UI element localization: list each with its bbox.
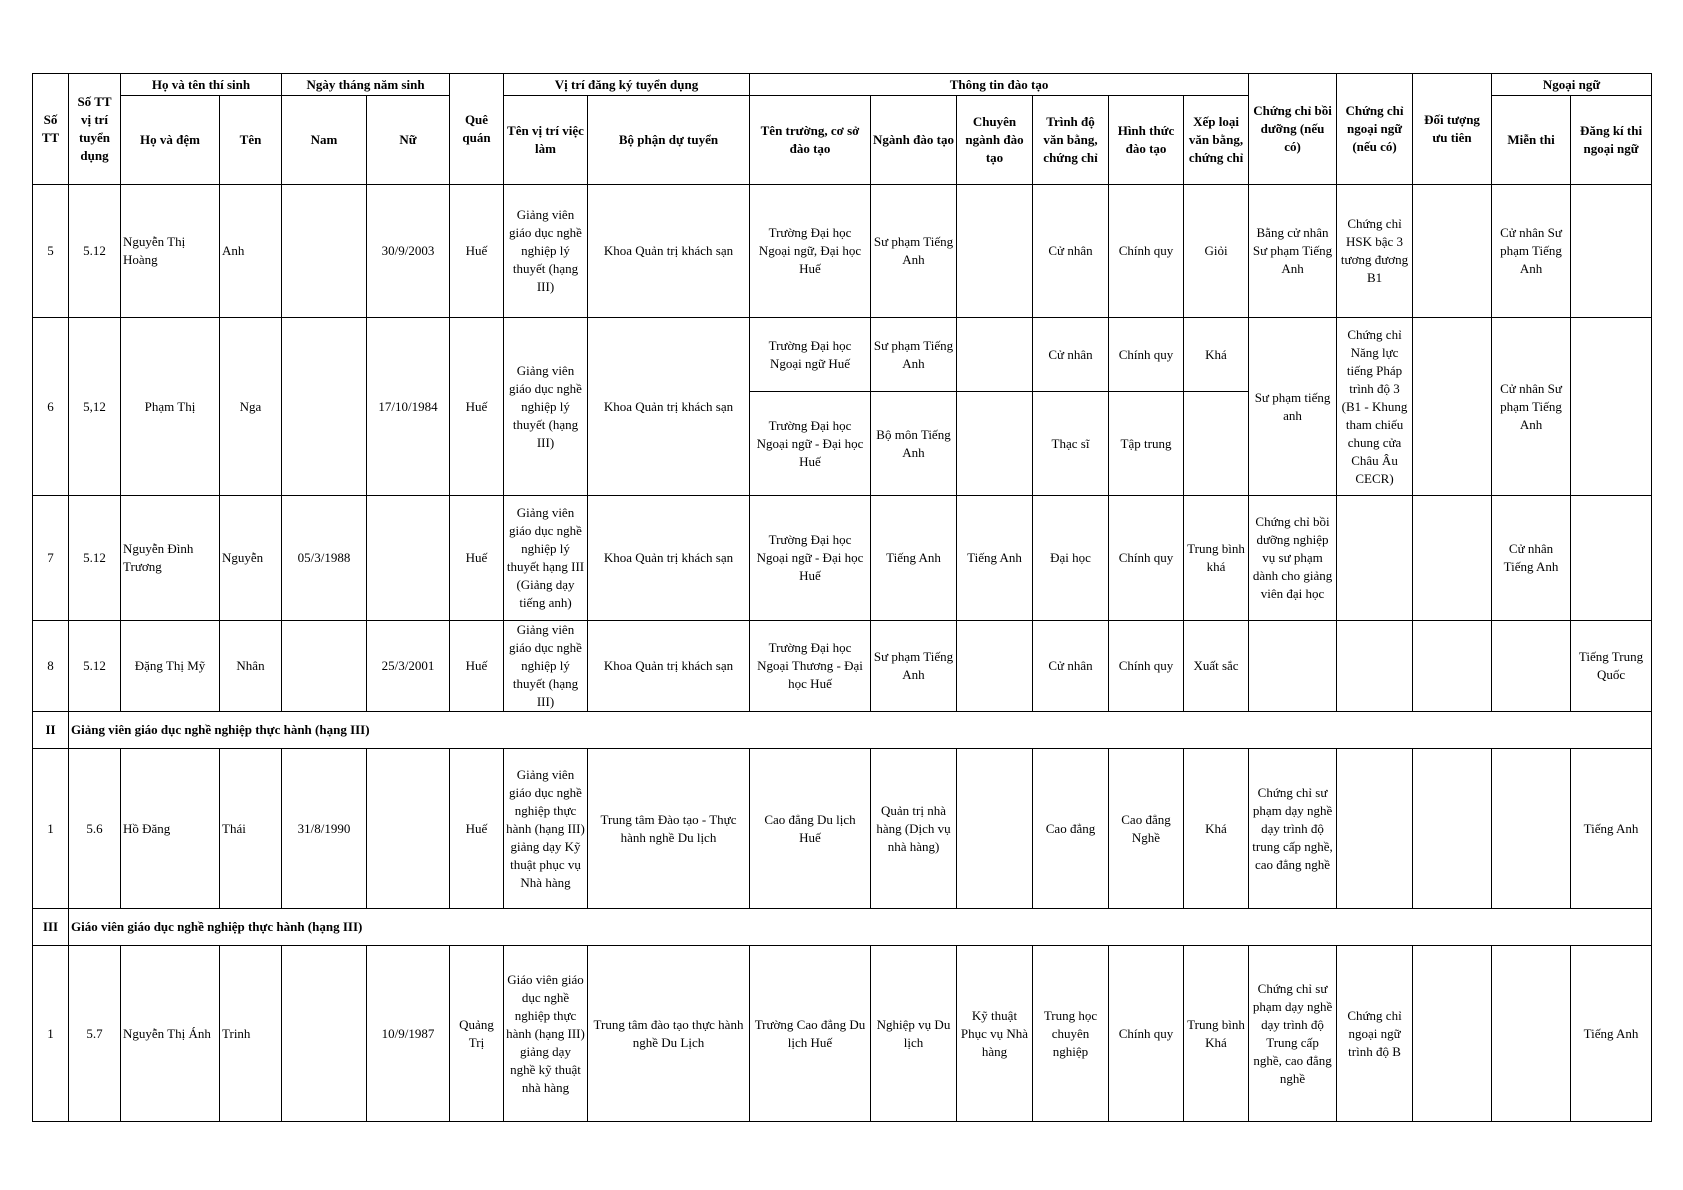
cell-nganh: Sư phạm Tiếng Anh bbox=[871, 318, 957, 392]
cell-doituong bbox=[1413, 185, 1492, 318]
cell-dangki bbox=[1571, 185, 1652, 318]
cell-boiduong: Chứng chỉ sư phạm dạy nghề dạy trình độ Trung cấp nghề, cao đẳng nghề bbox=[1249, 946, 1337, 1122]
cell-dangki bbox=[1571, 318, 1652, 496]
cell-stt: 7 bbox=[33, 496, 69, 621]
cell-ten: Nga bbox=[220, 318, 282, 496]
cell-nganh: Quản trị nhà hàng (Dịch vụ nhà hàng) bbox=[871, 749, 957, 909]
cell-trinhdo: Cao đẳng bbox=[1033, 749, 1109, 909]
cell-trinhdo: Trung học chuyên nghiệp bbox=[1033, 946, 1109, 1122]
header-dangki: Đăng kí thi ngoại ngữ bbox=[1571, 96, 1652, 185]
header-hoten-group: Họ và tên thí sinh bbox=[121, 74, 282, 96]
table-header bbox=[33, 74, 1652, 185]
cell-mienthi: Cử nhân Tiếng Anh bbox=[1492, 496, 1571, 621]
section-title: Giảng viên giáo dục nghề nghiệp thực hành (hạng III) bbox=[69, 712, 1652, 749]
cell-nam bbox=[282, 185, 367, 318]
cell-boiduong bbox=[1249, 621, 1337, 712]
cell-que: Huế bbox=[450, 749, 504, 909]
cell-truong: Trường Đại học Ngoại ngữ, Đại học Huế bbox=[750, 185, 871, 318]
cell-xeploai: Giỏi bbox=[1184, 185, 1249, 318]
cell-nam bbox=[282, 946, 367, 1122]
cell-nu: 17/10/1984 bbox=[367, 318, 450, 496]
cell-que: Huế bbox=[450, 185, 504, 318]
cell-ngoaingu-cc: Chứng chỉ HSK bậc 3 tương đương B1 bbox=[1337, 185, 1413, 318]
cell-mienthi: Cử nhân Sư phạm Tiếng Anh bbox=[1492, 318, 1571, 496]
header-chuyennganh: Chuyên ngành đào tạo bbox=[957, 96, 1033, 185]
cell-ten: Anh bbox=[220, 185, 282, 318]
header-ngoaingu-group: Ngoại ngữ bbox=[1492, 74, 1652, 96]
cell-tenvitri: Giáo viên giáo dục nghề nghiệp thực hành (hạng III) giảng dạy nghề kỹ thuật nhà hàng bbox=[504, 946, 588, 1122]
cell-xeploai-2 bbox=[1184, 392, 1249, 496]
cell-nganh-2: Bộ môn Tiếng Anh bbox=[871, 392, 957, 496]
cell-bophan: Trung tâm Đào tạo - Thực hành nghề Du lịch bbox=[588, 749, 750, 909]
cell-hodem: Phạm Thị bbox=[121, 318, 220, 496]
cell-doituong bbox=[1413, 318, 1492, 496]
header-ten: Tên bbox=[220, 96, 282, 185]
cell-vitri: 5.7 bbox=[69, 946, 121, 1122]
cell-truong: Cao đẳng Du lịch Huế bbox=[750, 749, 871, 909]
cell-nu: 30/9/2003 bbox=[367, 185, 450, 318]
cell-hodem: Nguyễn Đình Trương bbox=[121, 496, 220, 621]
cell-nu bbox=[367, 749, 450, 909]
cell-que: Quảng Trị bbox=[450, 946, 504, 1122]
cell-truong: Trường Đại học Ngoại Thương - Đại học Huế bbox=[750, 621, 871, 712]
table-row bbox=[33, 185, 1652, 318]
cell-hinhthuc: Chính quy bbox=[1109, 496, 1184, 621]
cell-nam bbox=[282, 621, 367, 712]
cell-bophan: Khoa Quản trị khách sạn bbox=[588, 318, 750, 496]
cell-ngoaingu-cc bbox=[1337, 496, 1413, 621]
cell-xeploai: Khá bbox=[1184, 749, 1249, 909]
header-nu: Nữ bbox=[367, 96, 450, 185]
cell-mienthi bbox=[1492, 946, 1571, 1122]
header-stt: Số TT bbox=[33, 74, 69, 185]
cell-chuyennganh: Tiếng Anh bbox=[957, 496, 1033, 621]
cell-hodem: Nguyễn Thị Ánh bbox=[121, 946, 220, 1122]
header-hinhthuc: Hình thức đào tạo bbox=[1109, 96, 1184, 185]
cell-nganh: Sư phạm Tiếng Anh bbox=[871, 185, 957, 318]
cell-truong: Trường Đại học Ngoại ngữ Huế bbox=[750, 318, 871, 392]
cell-doituong bbox=[1413, 496, 1492, 621]
header-daotao-group: Thông tin đào tạo bbox=[750, 74, 1249, 96]
cell-que: Huế bbox=[450, 318, 504, 496]
cell-bophan: Khoa Quản trị khách sạn bbox=[588, 496, 750, 621]
cell-tenvitri: Giảng viên giáo dục nghề nghiệp lý thuyết (hạng III) bbox=[504, 318, 588, 496]
cell-chuyennganh: Kỹ thuật Phục vụ Nhà hàng bbox=[957, 946, 1033, 1122]
cell-xeploai: Xuất sắc bbox=[1184, 621, 1249, 712]
header-doituong: Đối tượng ưu tiên bbox=[1413, 74, 1492, 185]
header-nam: Nam bbox=[282, 96, 367, 185]
cell-boiduong: Chứng chỉ sư phạm dạy nghề dạy trình độ trung cấp nghề, cao đẳng nghề bbox=[1249, 749, 1337, 909]
cell-dangki bbox=[1571, 496, 1652, 621]
cell-chuyennganh-2 bbox=[957, 392, 1033, 496]
header-ngoaingu-cc: Chứng chỉ ngoại ngữ (nếu có) bbox=[1337, 74, 1413, 185]
cell-boiduong: Chứng chỉ bồi dưỡng nghiệp vụ sư phạm dành cho giảng viên đại học bbox=[1249, 496, 1337, 621]
header-hodem: Họ và đệm bbox=[121, 96, 220, 185]
cell-nu: 25/3/2001 bbox=[367, 621, 450, 712]
cell-que: Huế bbox=[450, 496, 504, 621]
cell-ngoaingu-cc bbox=[1337, 621, 1413, 712]
cell-trinhdo: Cử nhân bbox=[1033, 621, 1109, 712]
cell-trinhdo: Cử nhân bbox=[1033, 185, 1109, 318]
header-stt-vitri: Số TT vị trí tuyển dụng bbox=[69, 74, 121, 185]
cell-boiduong: Sư phạm tiếng anh bbox=[1249, 318, 1337, 496]
cell-dangki: Tiếng Trung Quốc bbox=[1571, 621, 1652, 712]
table-row bbox=[33, 496, 1652, 621]
cell-truong: Trường Cao đẳng Du lịch Huế bbox=[750, 946, 871, 1122]
cell-ngoaingu-cc: Chứng chỉ ngoại ngữ trình độ B bbox=[1337, 946, 1413, 1122]
cell-stt: 6 bbox=[33, 318, 69, 496]
table-row bbox=[33, 749, 1652, 909]
cell-vitri: 5,12 bbox=[69, 318, 121, 496]
cell-mienthi bbox=[1492, 749, 1571, 909]
table-row bbox=[33, 318, 1652, 392]
cell-ngoaingu-cc bbox=[1337, 749, 1413, 909]
cell-nganh: Tiếng Anh bbox=[871, 496, 957, 621]
cell-que: Huế bbox=[450, 621, 504, 712]
header-quequan: Quê quán bbox=[450, 74, 504, 185]
cell-ten: Thái bbox=[220, 749, 282, 909]
cell-doituong bbox=[1413, 621, 1492, 712]
cell-boiduong: Bằng cử nhân Sư phạm Tiếng Anh bbox=[1249, 185, 1337, 318]
cell-ten: Nhân bbox=[220, 621, 282, 712]
header-tenvitri: Tên vị trí việc làm bbox=[504, 96, 588, 185]
cell-bophan: Trung tâm đào tạo thực hành nghề Du Lịch bbox=[588, 946, 750, 1122]
section-row-iii bbox=[33, 909, 1652, 946]
cell-bophan: Khoa Quản trị khách sạn bbox=[588, 185, 750, 318]
cell-hodem: Hồ Đăng bbox=[121, 749, 220, 909]
cell-stt: 1 bbox=[33, 749, 69, 909]
section-title: Giáo viên giáo dục nghề nghiệp thực hành (hạng III) bbox=[69, 909, 1652, 946]
cell-chuyennganh bbox=[957, 621, 1033, 712]
cell-hinhthuc-2: Tập trung bbox=[1109, 392, 1184, 496]
cell-vitri: 5.6 bbox=[69, 749, 121, 909]
cell-nu bbox=[367, 496, 450, 621]
cell-truong-2: Trường Đại học Ngoại ngữ - Đại học Huế bbox=[750, 392, 871, 496]
cell-chuyennganh bbox=[957, 185, 1033, 318]
cell-hinhthuc: Chính quy bbox=[1109, 946, 1184, 1122]
header-ngaysinh-group: Ngày tháng năm sinh bbox=[282, 74, 450, 96]
section-row-ii bbox=[33, 712, 1652, 749]
cell-hodem: Nguyễn Thị Hoàng bbox=[121, 185, 220, 318]
cell-stt: 8 bbox=[33, 621, 69, 712]
header-truong: Tên trường, cơ sở đào tạo bbox=[750, 96, 871, 185]
candidate-table bbox=[32, 73, 1652, 1122]
cell-nam: 31/8/1990 bbox=[282, 749, 367, 909]
cell-bophan: Khoa Quản trị khách sạn bbox=[588, 621, 750, 712]
cell-mienthi: Cử nhân Sư phạm Tiếng Anh bbox=[1492, 185, 1571, 318]
table-row bbox=[33, 946, 1652, 1122]
cell-nu: 10/9/1987 bbox=[367, 946, 450, 1122]
cell-tenvitri: Giảng viên giáo dục nghề nghiệp thực hành (hạng III) giảng dạy Kỹ thuật phục vụ Nhà hàng bbox=[504, 749, 588, 909]
header-boiduong: Chứng chỉ bồi dưỡng (nếu có) bbox=[1249, 74, 1337, 185]
cell-tenvitri: Giảng viên giáo dục nghề nghiệp lý thuyết (hạng III) bbox=[504, 621, 588, 712]
cell-dangki: Tiếng Anh bbox=[1571, 946, 1652, 1122]
cell-nam bbox=[282, 318, 367, 496]
cell-vitri: 5.12 bbox=[69, 621, 121, 712]
cell-nam: 05/3/1988 bbox=[282, 496, 367, 621]
cell-tenvitri: Giảng viên giáo dục nghề nghiệp lý thuyết (hạng III) bbox=[504, 185, 588, 318]
header-xeploai: Xếp loại văn bằng, chứng chỉ bbox=[1184, 96, 1249, 185]
cell-hinhthuc: Cao đẳng Nghề bbox=[1109, 749, 1184, 909]
section-roman: II bbox=[33, 712, 69, 749]
header-vitri-group: Vị trí đăng ký tuyển dụng bbox=[504, 74, 750, 96]
cell-doituong bbox=[1413, 946, 1492, 1122]
header-mienthi: Miễn thi bbox=[1492, 96, 1571, 185]
cell-chuyennganh bbox=[957, 749, 1033, 909]
cell-trinhdo-2: Thạc sĩ bbox=[1033, 392, 1109, 496]
cell-xeploai: Trung bình khá bbox=[1184, 496, 1249, 621]
cell-nganh: Sư phạm Tiếng Anh bbox=[871, 621, 957, 712]
cell-chuyennganh bbox=[957, 318, 1033, 392]
header-bophan: Bộ phận dự tuyển bbox=[588, 96, 750, 185]
cell-stt: 1 bbox=[33, 946, 69, 1122]
header-nganh: Ngành đào tạo bbox=[871, 96, 957, 185]
cell-hodem: Đặng Thị Mỹ bbox=[121, 621, 220, 712]
cell-hinhthuc: Chính quy bbox=[1109, 318, 1184, 392]
cell-nganh: Nghiệp vụ Du lịch bbox=[871, 946, 957, 1122]
cell-ten: Nguyễn bbox=[220, 496, 282, 621]
cell-stt: 5 bbox=[33, 185, 69, 318]
header-trinhdo: Trình độ văn bằng, chứng chỉ bbox=[1033, 96, 1109, 185]
cell-ngoaingu-cc: Chứng chỉ Năng lực tiếng Pháp trình độ 3 (B1 - Khung tham chiếu chung cửa Châu Âu CECR) bbox=[1337, 318, 1413, 496]
table-row bbox=[33, 621, 1652, 712]
candidate-table-sheet bbox=[32, 73, 1652, 1122]
cell-dangki: Tiếng Anh bbox=[1571, 749, 1652, 909]
section-roman: III bbox=[33, 909, 69, 946]
cell-xeploai: Khá bbox=[1184, 318, 1249, 392]
cell-trinhdo: Đại học bbox=[1033, 496, 1109, 621]
cell-trinhdo: Cử nhân bbox=[1033, 318, 1109, 392]
cell-xeploai: Trung bình Khá bbox=[1184, 946, 1249, 1122]
cell-tenvitri: Giảng viên giáo dục nghề nghiệp lý thuyết hạng III (Giảng dạy tiếng anh) bbox=[504, 496, 588, 621]
cell-hinhthuc: Chính quy bbox=[1109, 621, 1184, 712]
cell-vitri: 5.12 bbox=[69, 185, 121, 318]
cell-truong: Trường Đại học Ngoại ngữ - Đại học Huế bbox=[750, 496, 871, 621]
cell-doituong bbox=[1413, 749, 1492, 909]
cell-ten: Trinh bbox=[220, 946, 282, 1122]
cell-hinhthuc: Chính quy bbox=[1109, 185, 1184, 318]
cell-vitri: 5.12 bbox=[69, 496, 121, 621]
cell-mienthi bbox=[1492, 621, 1571, 712]
